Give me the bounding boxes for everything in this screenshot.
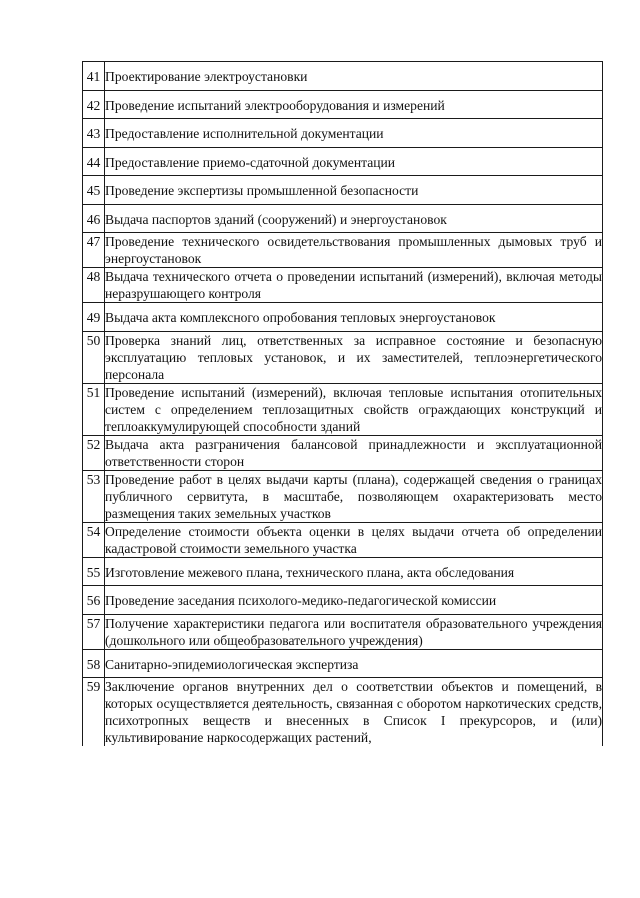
row-number: 43 xyxy=(83,119,105,148)
table-row xyxy=(83,470,603,522)
table-row xyxy=(83,557,603,586)
row-text: Проведение заседания психолого-медико-педагогической комиссии xyxy=(105,586,603,615)
row-text: Выдача паспортов зданий (сооружений) и энергоустановок xyxy=(105,204,603,233)
row-number: 42 xyxy=(83,90,105,119)
row-text: Выдача акта комплексного опробования тепловых энергоустановок xyxy=(105,303,603,332)
table-row xyxy=(83,268,603,303)
row-text: Проведение технического освидетельствования промышленных дымовых труб и энергоустановок xyxy=(105,234,602,266)
row-text: Проведение работ в целях выдачи карты (плана), содержащей сведения о границах публичного сервитута, в масштабе, позволяющем охарактеризовать место размещения таких земельных участков xyxy=(105,471,602,521)
table-row xyxy=(83,678,603,747)
table-row xyxy=(83,435,603,470)
row-number: 52 xyxy=(83,435,105,470)
row-text: Проведение испытаний электрооборудования и измерений xyxy=(105,90,603,119)
table-row xyxy=(83,614,603,649)
row-text: Заключение органов внутренних дел о соответствии объектов и помещений, в которых осуществляется деятельность, связанная с оборотом наркотических средств, психотропных веществ и внесенных в Список I прекурсоров, и (или) культивирование наркосодержащих растений, xyxy=(105,679,602,745)
row-number: 48 xyxy=(83,268,105,303)
row-number: 53 xyxy=(83,470,105,522)
table-row xyxy=(83,62,603,91)
row-number: 41 xyxy=(83,62,105,91)
table-row xyxy=(83,90,603,119)
table-row xyxy=(83,649,603,678)
table-row xyxy=(83,147,603,176)
row-number: 59 xyxy=(83,678,105,747)
table-row xyxy=(83,586,603,615)
row-text: Выдача акта разграничения балансовой принадлежности и эксплуатационной ответственности сторон xyxy=(105,436,602,469)
row-text: Проведение испытаний (измерений), включая тепловые испытания отопительных систем с определением теплозащитных свойств ограждающих конструкций и теплоаккумулирующей способности зданий xyxy=(105,384,602,434)
table-row xyxy=(83,522,603,557)
row-number: 49 xyxy=(83,303,105,332)
row-text: Проектирование электроустановки xyxy=(105,62,603,91)
services-table xyxy=(82,61,603,746)
row-number: 58 xyxy=(83,649,105,678)
row-text: Проверка знаний лиц, ответственных за исправное состояние и безопасную эксплуатацию тепловых установок, и их заместителей, теплоэнергетического персонала xyxy=(105,332,602,382)
row-number: 44 xyxy=(83,147,105,176)
row-text: Определение стоимости объекта оценки в целях выдачи отчета об определении кадастровой стоимости земельного участка xyxy=(105,523,602,556)
row-number: 47 xyxy=(83,233,105,268)
row-text: Выдача технического отчета о проведении испытаний (измерений), включая методы неразрушающего контроля xyxy=(105,269,602,301)
row-text: Санитарно-эпидемиологическая экспертиза xyxy=(105,649,603,678)
row-number: 56 xyxy=(83,586,105,615)
row-number: 57 xyxy=(83,614,105,649)
table-row xyxy=(83,303,603,332)
table-row xyxy=(83,331,603,383)
row-number: 54 xyxy=(83,522,105,557)
row-text: Изготовление межевого плана, технического плана, акта обследования xyxy=(105,557,603,586)
table-row xyxy=(83,176,603,205)
table-row xyxy=(83,119,603,148)
row-text: Предоставление приемо-сдаточной документации xyxy=(105,147,603,176)
row-number: 55 xyxy=(83,557,105,586)
row-number: 50 xyxy=(83,331,105,383)
row-number: 51 xyxy=(83,383,105,435)
row-number: 45 xyxy=(83,176,105,205)
row-text: Предоставление исполнительной документации xyxy=(105,119,603,148)
table-row xyxy=(83,204,603,233)
row-text: Получение характеристики педагога или воспитателя образовательного учреждения (дошкольного или общеобразовательного учреждения) xyxy=(105,615,602,648)
row-text: Проведение экспертизы промышленной безопасности xyxy=(105,176,603,205)
table-row xyxy=(83,233,603,268)
table-row xyxy=(83,383,603,435)
row-number: 46 xyxy=(83,204,105,233)
